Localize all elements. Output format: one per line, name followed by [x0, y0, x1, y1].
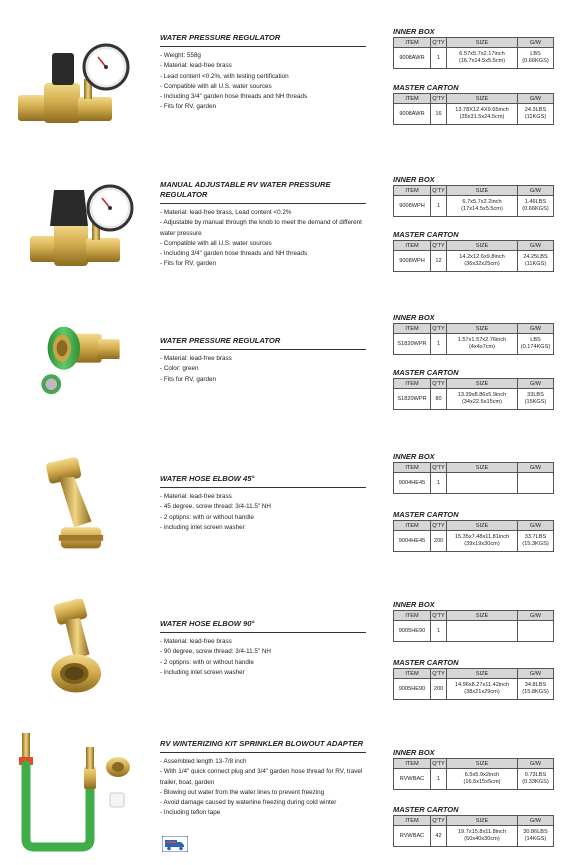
- col-header: Q'TY: [432, 522, 445, 529]
- feature-item: - Lead content <0.2%, with testing certification: [160, 72, 366, 82]
- feature-item: - 90 degree, screw thread: 3/4-11.5" NH: [160, 647, 366, 657]
- cell-item: 9005HE90: [394, 621, 431, 642]
- product-description: [160, 33, 366, 113]
- master-carton-table: [393, 520, 554, 552]
- cell-size: 6.7x5.7x2.2inch (17x14.5x5.5cm): [447, 196, 518, 217]
- table-row: [394, 769, 554, 790]
- cell-item: RVWBAC: [394, 826, 431, 847]
- col-header: G/W: [518, 324, 554, 334]
- master-carton-table: [393, 378, 554, 410]
- feature-item: - Compatible with all U.S. water sources: [160, 82, 366, 92]
- feature-item: - Weight: 558g: [160, 51, 366, 61]
- col-header: ITEM: [394, 94, 431, 104]
- inner-box-label: INNER BOX: [393, 600, 435, 609]
- feature-item: - Including teflon tape: [160, 808, 366, 818]
- master-carton-label: MASTER CARTON: [393, 805, 459, 814]
- feature-item: - Material: lead-free brass: [160, 61, 366, 71]
- divider: [160, 46, 366, 47]
- col-header: Q'TY: [432, 242, 445, 249]
- inner-box-table: [393, 185, 554, 217]
- col-header: Q'TY: [432, 464, 445, 471]
- cell-size: 14.2x12.6x9.8inch (36x32x25cm): [447, 251, 518, 272]
- hose-elbow-90-image: [8, 599, 153, 704]
- col-header: Q'TY: [432, 187, 445, 194]
- cell-weight: 24.3LBS (11KGS): [518, 104, 554, 125]
- col-header: Q'TY: [432, 670, 445, 677]
- feature-item: - Material: lead-free brass, Lead content <0.2%: [160, 208, 366, 218]
- col-header: SIZE: [447, 324, 518, 334]
- packing-tables: [393, 27, 553, 125]
- master-carton-table: [393, 668, 554, 700]
- col-header: G/W: [518, 669, 554, 679]
- col-header: G/W: [518, 241, 554, 251]
- col-header: SIZE: [447, 669, 518, 679]
- cell-size: 13.39x8.86x5.9inch (34x22.5x15cm): [447, 389, 518, 410]
- col-header: SIZE: [447, 816, 518, 826]
- cell-size: [447, 621, 518, 642]
- inner-box-table: [393, 462, 554, 494]
- feature-item: - Fits for RV, garden: [160, 259, 366, 269]
- cell-item: RVWBAC: [394, 769, 431, 790]
- inner-box-label: INNER BOX: [393, 313, 435, 322]
- cell-weight: LBS (0.174KGS): [518, 334, 554, 355]
- pressure-regulator-gauge-image: [8, 35, 153, 135]
- inner-box-label: INNER BOX: [393, 27, 435, 36]
- table-row: [394, 48, 554, 69]
- inner-box-label: INNER BOX: [393, 452, 435, 461]
- cell-size: 15.35x7.48x11.81inch (39x19x30cm): [447, 531, 518, 552]
- cell-item: 9004HE45: [394, 531, 431, 552]
- col-header: G/W: [518, 611, 554, 621]
- feature-list: [160, 757, 366, 819]
- cell-weight: [518, 621, 554, 642]
- feature-item: - Avoid damage caused by waterline freezing during cold winter: [160, 798, 366, 808]
- table-row: [394, 389, 554, 410]
- divider: [160, 752, 366, 753]
- master-carton-table: [393, 815, 554, 847]
- feature-item: - Fits for RV, garden: [160, 102, 366, 112]
- col-header: SIZE: [447, 759, 518, 769]
- master-carton-label: MASTER CARTON: [393, 510, 459, 519]
- col-header: SIZE: [447, 379, 518, 389]
- master-carton-label: MASTER CARTON: [393, 83, 459, 92]
- cell-weight: LBS (0.66KGS): [518, 48, 554, 69]
- divider: [160, 349, 366, 350]
- inner-box-table: [393, 758, 554, 790]
- packing-tables: [393, 452, 553, 552]
- blowout-adapter-kit-image: [8, 727, 153, 852]
- feature-item: - Material: lead-free brass: [160, 492, 366, 502]
- packing-tables: [393, 175, 553, 272]
- col-header: G/W: [518, 186, 554, 196]
- divider: [160, 203, 366, 204]
- col-header: SIZE: [447, 38, 518, 48]
- feature-item: - including inlet screen washer: [160, 523, 366, 533]
- cell-item: S1820WPR: [394, 334, 431, 355]
- col-header: G/W: [518, 38, 554, 48]
- table-row: [394, 621, 554, 642]
- col-header: Q'TY: [432, 95, 445, 102]
- cell-item: 9008WPH: [394, 196, 431, 217]
- packing-tables: [393, 600, 553, 700]
- cell-size: 6.5x5.9x2inch (16.5x15x5cm): [447, 769, 518, 790]
- cell-weight: 34.8LBS (15.8KGS): [518, 679, 554, 700]
- cell-item: 9008WPH: [394, 251, 431, 272]
- col-header: G/W: [518, 521, 554, 531]
- packing-tables: [393, 748, 553, 847]
- divider: [160, 487, 366, 488]
- cell-qty: 1: [431, 334, 447, 355]
- feature-list: [160, 637, 366, 678]
- cell-qty: 80: [431, 389, 447, 410]
- col-header: ITEM: [394, 186, 431, 196]
- cell-qty: 200: [431, 531, 447, 552]
- cell-item: 9008AWR: [394, 48, 431, 69]
- master-carton-label: MASTER CARTON: [393, 658, 459, 667]
- cell-weight: 33LBS (15KGS): [518, 389, 554, 410]
- cell-size: 13.78X12.4X9.65inch (35x31.5x24.5cm): [447, 104, 518, 125]
- inner-box-table: [393, 323, 554, 355]
- table-row: [394, 679, 554, 700]
- product-title: RV WINTERIZING KIT SPRINKLER BLOWOUT ADAPTER: [160, 739, 364, 748]
- cell-size: 19.7x15.8x11.8inch (50x40x30cm): [447, 826, 518, 847]
- col-header: ITEM: [394, 379, 431, 389]
- cell-qty: 42: [431, 826, 447, 847]
- col-header: SIZE: [447, 521, 518, 531]
- col-header: SIZE: [447, 463, 518, 473]
- feature-item: - Fits for RV, garden: [160, 375, 366, 385]
- adjustable-regulator-image: [8, 180, 153, 280]
- cell-item: 9008AWR: [394, 104, 431, 125]
- packing-tables: [393, 313, 553, 410]
- cell-size: [447, 473, 518, 494]
- table-row: [394, 196, 554, 217]
- cell-size: 6.57x5.7x2.17inch (16.7x14.5x5.5cm): [447, 48, 518, 69]
- col-header: ITEM: [394, 241, 431, 251]
- feature-list: [160, 208, 366, 270]
- divider: [160, 632, 366, 633]
- cell-qty: 1: [431, 621, 447, 642]
- cell-item: 9004HE45: [394, 473, 431, 494]
- feature-item: - Blowing out water from the water lines to prevent freezing: [160, 788, 366, 798]
- col-header: ITEM: [394, 669, 431, 679]
- cell-qty: 1: [431, 48, 447, 69]
- col-header: ITEM: [394, 463, 431, 473]
- table-row: [394, 334, 554, 355]
- table-row: [394, 473, 554, 494]
- feature-item: - Color: green: [160, 364, 366, 374]
- inner-box-label: INNER BOX: [393, 748, 435, 757]
- inner-box-table: [393, 610, 554, 642]
- col-header: G/W: [518, 94, 554, 104]
- feature-item: - 2 optipns: with or without handle: [160, 513, 366, 523]
- cell-qty: 200: [431, 679, 447, 700]
- feature-list: [160, 51, 366, 113]
- col-header: SIZE: [447, 186, 518, 196]
- product-title: WATER HOSE ELBOW 90°: [160, 619, 255, 628]
- master-carton-label: MASTER CARTON: [393, 230, 459, 239]
- col-header: SIZE: [447, 241, 518, 251]
- feature-item: - Including 3/4" garden hose threads and NH threads: [160, 249, 366, 259]
- col-header: ITEM: [394, 759, 431, 769]
- feature-item: - With 1/4" quick connect plug and 3/4" garden hose thread for RV, travel trailer, boat, garden: [160, 767, 366, 788]
- cell-weight: 30.86LBS (14KGS): [518, 826, 554, 847]
- feature-item: - Material: lead-free brass: [160, 637, 366, 647]
- cell-item: S1820WPR: [394, 389, 431, 410]
- cell-qty: 1: [431, 196, 447, 217]
- cell-item: 9005HE90: [394, 679, 431, 700]
- feature-item: - Material: lead-free brass: [160, 354, 366, 364]
- feature-list: [160, 492, 366, 533]
- table-row: [394, 531, 554, 552]
- green-regulator-image: [8, 314, 153, 404]
- cell-size: 14.96x8.27x11.42inch (38x21x29cm): [447, 679, 518, 700]
- product-description: [160, 180, 366, 270]
- inner-box-table: [393, 37, 554, 69]
- cell-qty: 1: [431, 473, 447, 494]
- feature-item: - Including 3/4" garden hose threads and NH threads: [160, 92, 366, 102]
- cell-weight: 24.25LBS (11KGS): [518, 251, 554, 272]
- cell-qty: 12: [431, 251, 447, 272]
- product-description: [160, 474, 366, 533]
- col-header: Q'TY: [432, 612, 445, 619]
- col-header: ITEM: [394, 521, 431, 531]
- master-carton-table: [393, 240, 554, 272]
- col-header: SIZE: [447, 611, 518, 621]
- product-title: WATER PRESSURE REGULATOR: [160, 336, 281, 345]
- cell-weight: 33.7LBS (15.3KGS): [518, 531, 554, 552]
- feature-item: - 45 degree, screw thread: 3/4-11.5" NH: [160, 502, 366, 512]
- feature-item: - Compatible with all U.S. water sources: [160, 239, 366, 249]
- feature-item: - 2 optipns: with or without handle: [160, 658, 366, 668]
- cell-weight: 0.73LBS (0.33KGS): [518, 769, 554, 790]
- col-header: Q'TY: [432, 817, 445, 824]
- feature-list: [160, 354, 366, 385]
- product-title: MANUAL ADJUSTABLE RV WATER PRESSURE REGULATOR: [160, 180, 331, 199]
- col-header: ITEM: [394, 324, 431, 334]
- shipping-truck-icon: [162, 836, 188, 852]
- feature-item: - Adjustable by manual through the knob to meet the demand of different water pressure: [160, 218, 366, 239]
- col-header: ITEM: [394, 611, 431, 621]
- product-title: WATER HOSE ELBOW 45°: [160, 474, 255, 483]
- col-header: Q'TY: [432, 380, 445, 387]
- product-description: [160, 619, 366, 678]
- product-description: [160, 739, 366, 819]
- col-header: G/W: [518, 463, 554, 473]
- table-row: [394, 104, 554, 125]
- cell-weight: [518, 473, 554, 494]
- cell-qty: 16: [431, 104, 447, 125]
- table-row: [394, 826, 554, 847]
- product-title: WATER PRESSURE REGULATOR: [160, 33, 281, 42]
- col-header: Q'TY: [432, 760, 445, 767]
- cell-qty: 1: [431, 769, 447, 790]
- feature-item: - including inlet screen washer: [160, 668, 366, 678]
- master-carton-label: MASTER CARTON: [393, 368, 459, 377]
- product-description: [160, 336, 366, 385]
- col-header: G/W: [518, 816, 554, 826]
- col-header: ITEM: [394, 38, 431, 48]
- master-carton-table: [393, 93, 554, 125]
- inner-box-label: INNER BOX: [393, 175, 435, 184]
- col-header: Q'TY: [432, 39, 445, 46]
- cell-weight: 1.46LBS (0.66KGS): [518, 196, 554, 217]
- col-header: G/W: [518, 759, 554, 769]
- col-header: Q'TY: [432, 325, 445, 332]
- col-header: SIZE: [447, 94, 518, 104]
- col-header: ITEM: [394, 816, 431, 826]
- cell-size: 1.57x1.57x2.76inch (4x4x7cm): [447, 334, 518, 355]
- feature-item: - Assembled length 13-7/8 inch: [160, 757, 366, 767]
- col-header: G/W: [518, 379, 554, 389]
- table-row: [394, 251, 554, 272]
- hose-elbow-45-image: [8, 454, 153, 560]
